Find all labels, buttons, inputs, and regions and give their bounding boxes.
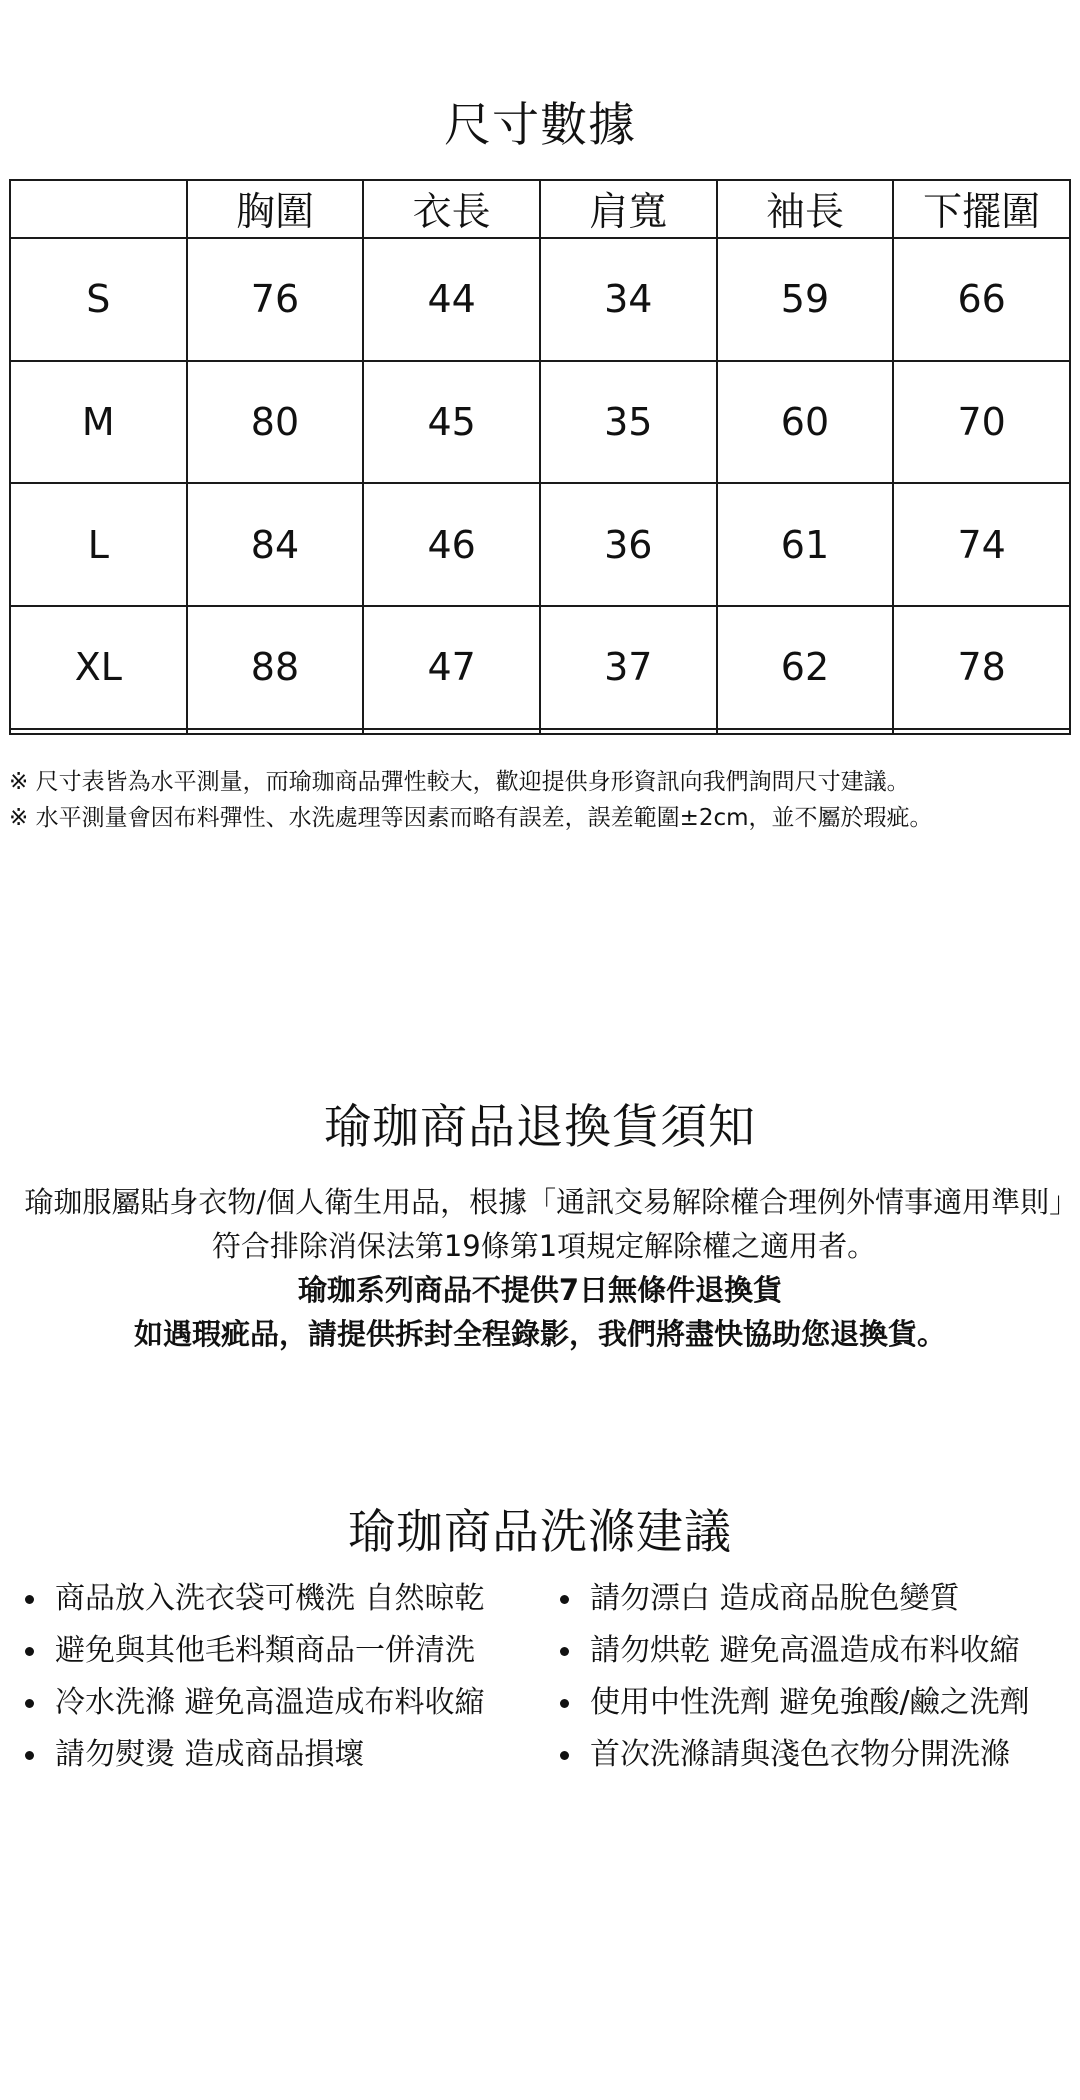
table-cell <box>363 729 540 734</box>
care-item-text: 首次洗滌請與淺色衣物分開洗滌 <box>590 1737 1010 1772</box>
table-cell: 66 <box>893 238 1070 361</box>
table-cell: 60 <box>717 361 894 484</box>
table-cell: 47 <box>363 606 540 729</box>
table-cell: 76 <box>187 238 364 361</box>
table-cell: 70 <box>893 361 1070 484</box>
returns-policy-notice: 瑜珈系列商品不提供7日無條件退換貨 <box>297 1273 783 1307</box>
size-label-cell: M <box>10 361 187 484</box>
bullet-icon <box>560 1699 569 1708</box>
table-cell: 34 <box>540 238 717 361</box>
bullet-icon <box>25 1647 34 1656</box>
table-cell: 45 <box>363 361 540 484</box>
table-cell: 61 <box>717 483 894 606</box>
care-item-text: 請勿烘乾 避免高溫造成布料收縮 <box>590 1633 1020 1668</box>
size-label-cell: S <box>10 238 187 361</box>
header-cell-chest: 胸圍 <box>187 180 364 238</box>
size-label-cell: XL <box>10 606 187 729</box>
bullet-icon <box>560 1595 569 1604</box>
returns-policy-paragraph: 瑜珈服屬貼身衣物/個人衛生用品，根據「通訊交易解除權合理例外情事適用準則」符合排除消保法第19條第1項規定解除權之適用者。 <box>24 1185 1064 1263</box>
table-row <box>10 238 1070 361</box>
care-item-text: 商品放入洗衣袋可機洗 自然晾乾 <box>55 1581 485 1616</box>
list-item <box>25 1625 485 1677</box>
table-cell <box>540 729 717 734</box>
table-cell: 74 <box>893 483 1070 606</box>
table-row <box>10 483 1070 606</box>
table-cell: 44 <box>363 238 540 361</box>
table-cell <box>717 729 894 734</box>
size-chart-table <box>9 179 1071 735</box>
bullet-icon <box>25 1595 34 1604</box>
care-item-text: 使用中性洗劑 避免強酸/鹼之洗劑 <box>590 1685 1030 1720</box>
bullet-icon <box>25 1751 34 1760</box>
care-instructions-title: 瑜珈商品洗滌建議 <box>348 1505 732 1560</box>
bullet-icon <box>25 1699 34 1708</box>
returns-policy-body <box>10 1180 1070 1356</box>
header-cell-hem: 下擺圍 <box>893 180 1070 238</box>
header-cell-length: 衣長 <box>363 180 540 238</box>
care-list-right <box>560 1573 1030 1781</box>
table-header-row <box>10 180 1070 238</box>
care-item-text: 避免與其他毛料類商品一併清洗 <box>55 1633 475 1668</box>
care-item-text: 請勿漂白 造成商品脫色變質 <box>590 1581 960 1616</box>
bullet-icon <box>560 1647 569 1656</box>
list-item <box>560 1729 1030 1781</box>
table-cell <box>10 729 187 734</box>
size-note: ※ 尺寸表皆為水平測量，而瑜珈商品彈性較大，歡迎提供身形資訊向我們詢問尺寸建議。 <box>9 769 910 795</box>
table-cell: 62 <box>717 606 894 729</box>
list-item <box>25 1729 485 1781</box>
table-cell: 35 <box>540 361 717 484</box>
care-item-text: 冷水洗滌 避免高溫造成布料收縮 <box>55 1685 485 1720</box>
table-cell <box>187 729 364 734</box>
table-cell: 78 <box>893 606 1070 729</box>
care-item-text: 請勿熨燙 造成商品損壞 <box>55 1737 365 1772</box>
table-cell: 88 <box>187 606 364 729</box>
list-item <box>560 1625 1030 1677</box>
size-label-cell: L <box>10 483 187 606</box>
header-cell-sleeve: 袖長 <box>717 180 894 238</box>
list-item <box>560 1677 1030 1729</box>
header-cell-shoulder: 肩寬 <box>540 180 717 238</box>
table-cell: 37 <box>540 606 717 729</box>
returns-policy-notice: 如遇瑕疵品，請提供拆封全程錄影，我們將盡快協助您退換貨。 <box>133 1317 946 1351</box>
table-cell: 84 <box>187 483 364 606</box>
care-list-left <box>25 1573 485 1781</box>
size-chart-title: 尺寸數據 <box>444 98 636 153</box>
table-cell: 36 <box>540 483 717 606</box>
table-cell: 46 <box>363 483 540 606</box>
list-item <box>25 1677 485 1729</box>
table-cell <box>893 729 1070 734</box>
list-item <box>560 1573 1030 1625</box>
table-row <box>10 361 1070 484</box>
size-notes <box>9 764 1071 836</box>
list-item <box>25 1573 485 1625</box>
returns-policy-title: 瑜珈商品退換貨須知 <box>324 1100 756 1155</box>
header-cell-empty <box>10 180 187 238</box>
table-cell: 80 <box>187 361 364 484</box>
bullet-icon <box>560 1751 569 1760</box>
table-row <box>10 606 1070 729</box>
size-note: ※ 水平測量會因布料彈性、水洗處理等因素而略有誤差，誤差範圍±2cm，並不屬於瑕疵。 <box>9 805 933 831</box>
table-cell: 59 <box>717 238 894 361</box>
table-row-empty <box>10 729 1070 734</box>
